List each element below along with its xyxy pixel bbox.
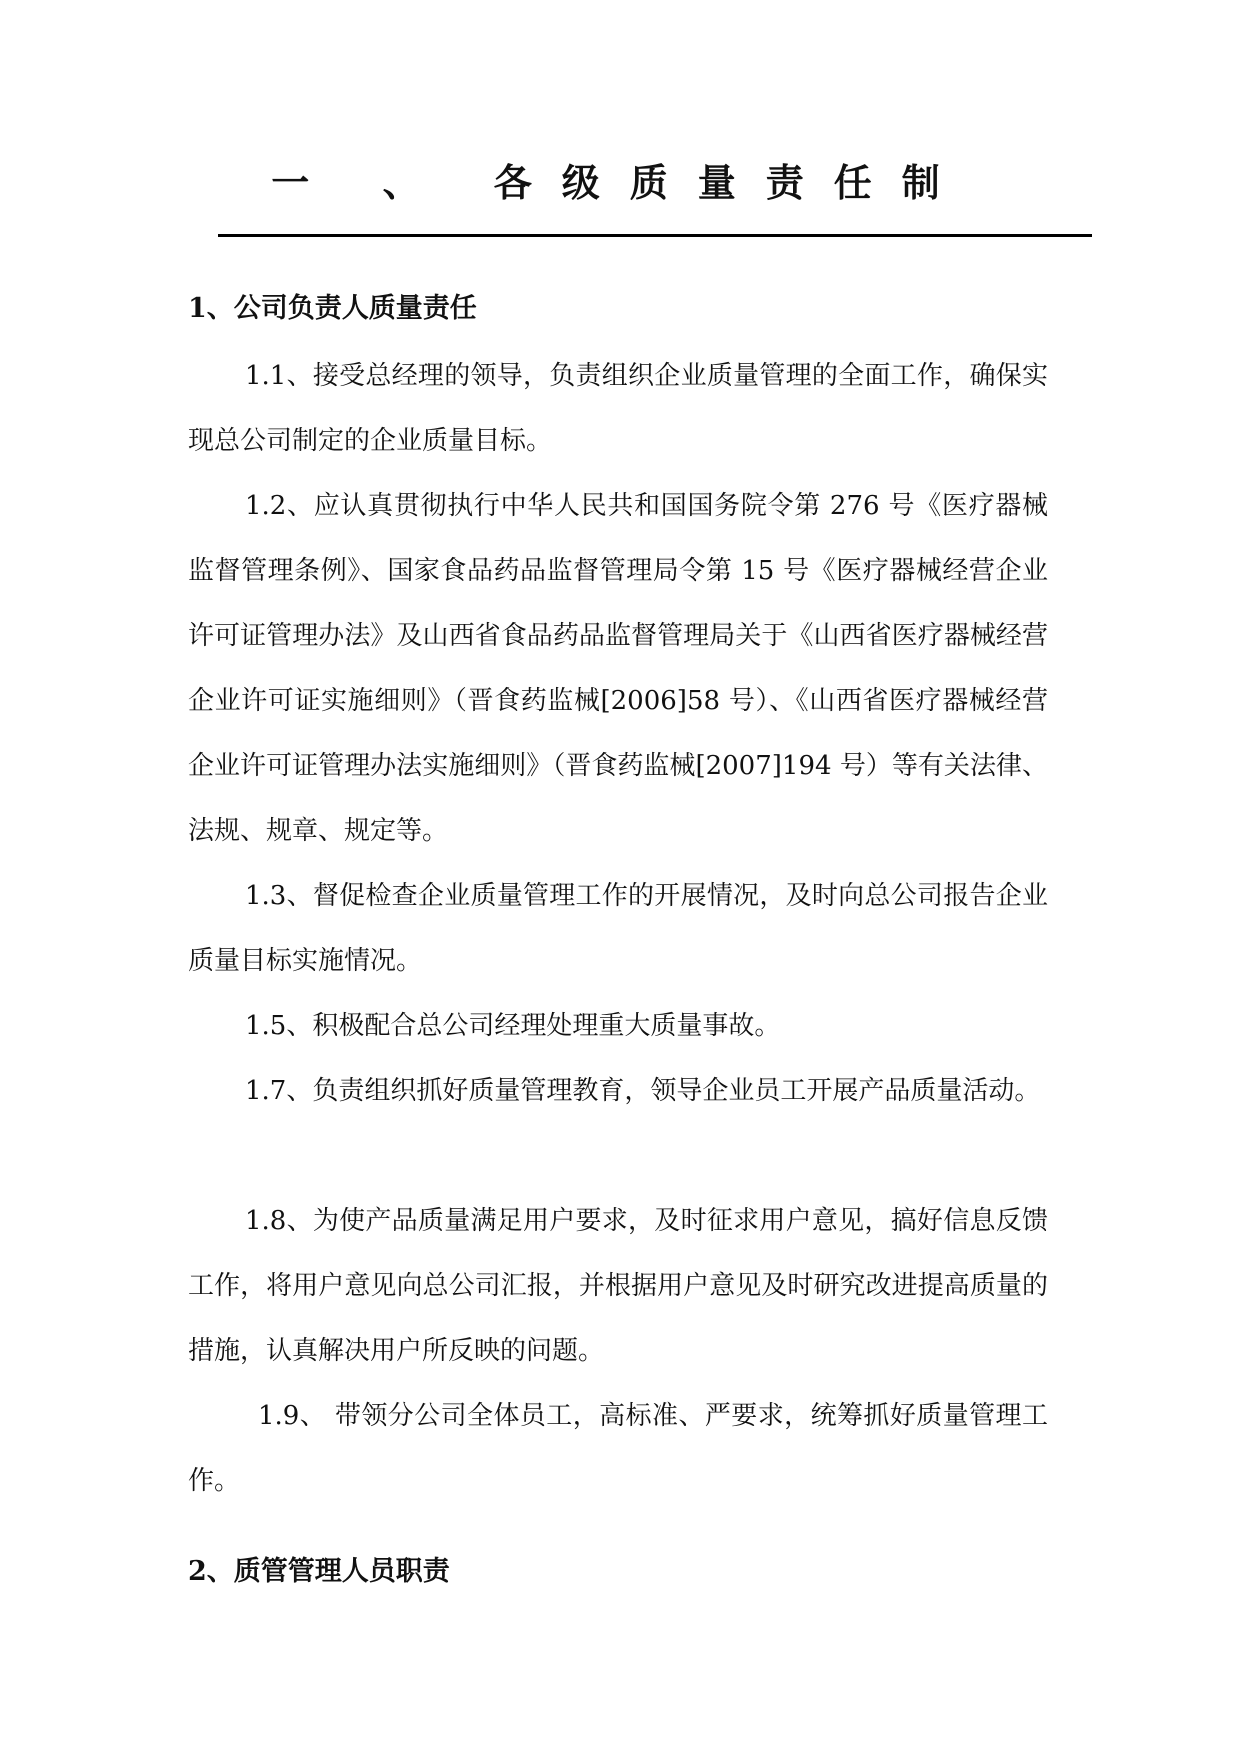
paragraph-1-7: 1.7、负责组织抓好质量管理教育，领导企业员工开展产品质量活动。: [245, 1076, 1041, 1106]
paragraph-1-3: 1.3、督促检查企业质量管理工作的开展情况，及时向总公司报告企业质量目标实施情况。: [188, 881, 1048, 976]
section-heading-1: 1、公司负责人质量责任: [188, 293, 477, 324]
paragraph-1-8: 1.8、为使产品质量满足用户要求，及时征求用户意见，搞好信息反馈工作，将用户意见向总公司汇报，并根据用户意见及时研究改进提高质量的措施，认真解决用户所反映的问题。: [188, 1206, 1048, 1366]
title-divider: [218, 234, 1092, 237]
page-title: 一 、 各级质量责任制: [271, 160, 970, 205]
paragraph-1-5: 1.5、积极配合总公司经理处理重大质量事故。: [245, 1011, 781, 1041]
paragraph-1-2: 1.2、应认真贯彻执行中华人民共和国国务院令第 276 号《医疗器械监督管理条例》、国家食品药品监督管理局令第 15 号《医疗器械经营企业许可证管理办法》及山西省食品药品监督管理局关于《山西省医疗器械经营企业许可证实施细则》（晋食药监械[2006]58 号）、《山西省医疗器械经营企业许可证管理办法实施细则》（晋食药监械[2007]194 号）等有关法律、法规、规章、规定等。: [188, 491, 1048, 846]
paragraph-1-1: 1.1、接受总经理的领导，负责组织企业质量管理的全面工作，确保实现总公司制定的企业质量目标。: [188, 361, 1048, 456]
section-heading-2: 2、质管管理人员职责: [188, 1556, 450, 1587]
paragraph-1-9: 1.9、 带领分公司全体员工，高标准、严要求，统筹抓好质量管理工作。: [188, 1401, 1048, 1496]
